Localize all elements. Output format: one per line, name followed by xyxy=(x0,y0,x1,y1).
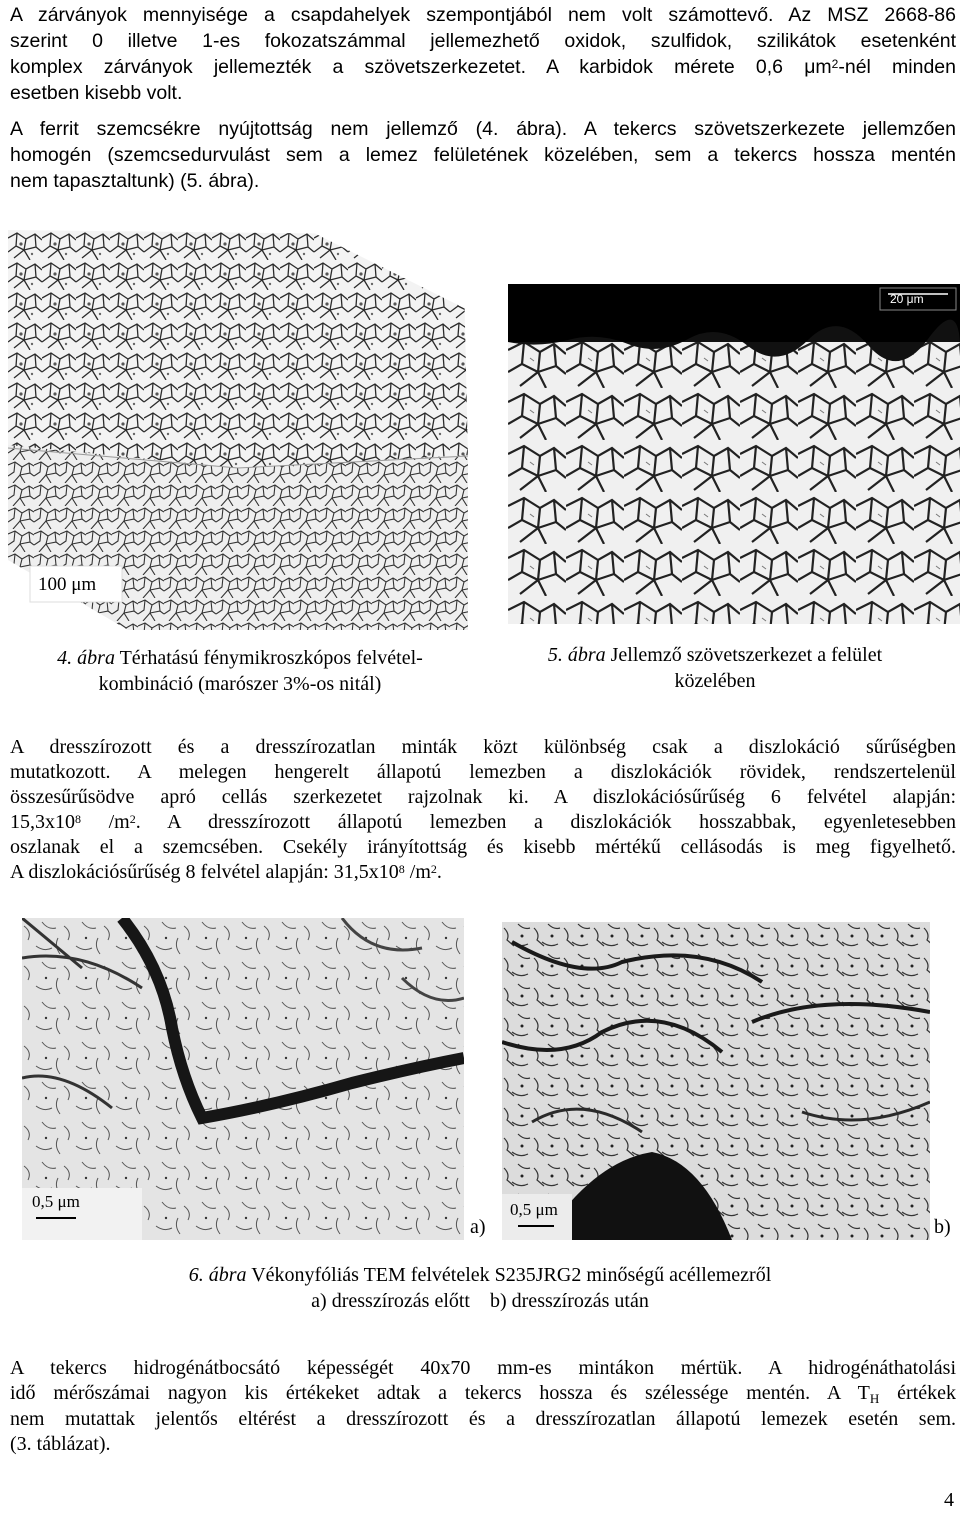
text-line: összesűrűsödve apró cellás szerkezetet rajzolnak ki. A diszlokációsűrűség 6 felvétel alapján: xyxy=(10,786,956,808)
text-line: esetben kisebb volt. xyxy=(10,82,183,104)
text-line: A zárványok mennyisége a csapdahelyek szempontjából nem volt számottevő. Az MSZ 2668-86 xyxy=(10,4,956,26)
text-line: mutatkozott. A melegen hengerelt állapotú lemezben a diszlokációk rövidek, rendszertelenül xyxy=(10,761,956,783)
text-line: nem tapasztaltunk) (5. ábra). xyxy=(10,170,260,192)
figure5-caption-number: 5. ábra xyxy=(547,644,606,666)
text-line: $15,3x10^8$ $/m^2$. A dresszírozott állapotú lemezben a diszlokációk hosszabbak, egyenletesebben xyxy=(10,811,956,833)
text-line: oszlanak el a szemcsében. Csekély irányítottság és kisebb mértékű cellásodás is meg figyelhető. xyxy=(10,836,956,858)
text-line: idő mérőszámai nagyon kis értékeket adtak a tekercs hossza és szélessége mentén. A $T_H$ értékek xyxy=(10,1382,956,1406)
figure6b-label: b) xyxy=(934,1216,951,1238)
figure6-caption: 6. ábra Vékonyfóliás TEM felvételek S235JRG2 minőségű acéllemezről a) dresszírozás előtt b) dresszírozás után xyxy=(188,1264,772,1312)
figure5-caption: 5. ábra Jellemző szövetszerkezet a felület közelében xyxy=(547,644,883,692)
paragraph-dislocations xyxy=(10,735,956,885)
figure5-micrograph xyxy=(508,284,960,624)
figure4-micrograph xyxy=(8,230,468,630)
figure4-caption-number: 4. ábra xyxy=(57,647,115,669)
figure5-scale-label: 20 μm xyxy=(890,292,924,306)
text-line: A dresszírozott és a dresszírozatlan minták közt különbség csak a diszlokáció sűrűségben xyxy=(10,736,956,758)
text-line: (3. táblázat). xyxy=(10,1433,111,1455)
figure4-scale-label: 100 μm xyxy=(38,574,97,595)
paragraph-inclusions xyxy=(10,2,956,106)
text-line: nem mutattak jelentős eltérést a dresszírozott és a dresszírozatlan állapotú lemezek esetén sem. xyxy=(10,1408,956,1430)
figure6a-scale-label: 0,5 μm xyxy=(32,1192,80,1211)
text-line: A ferrit szemcsékre nyújtottság nem jellemző (4. ábra). A tekercs szövetszerkezete jellemzően xyxy=(10,118,956,140)
page-number: 4 xyxy=(944,1489,954,1511)
text-line: A tekercs hidrogénátbocsátó képességét 40x70 mm-es mintákon mértük. A hidrogénáthatolási xyxy=(10,1357,956,1379)
paragraph-hydrogen xyxy=(10,1356,956,1457)
figure6a-label: a) xyxy=(470,1216,486,1238)
paragraph-ferrite xyxy=(10,116,956,194)
figure6a-tem-image xyxy=(22,918,464,1240)
figure6b-scale-label: 0,5 μm xyxy=(510,1200,558,1219)
text-line: A diszlokációsűrűség 8 felvétel alapján: $31,5x10^8$ $/m^2$. xyxy=(10,861,442,883)
figure6-caption-number: 6. ábra xyxy=(188,1264,247,1286)
figure6b-tem-image xyxy=(502,922,930,1240)
text-line: szerint 0 illetve 1-es fokozatszámmal jellemezhető oxidok, szulfidok, szilikátok esetenként xyxy=(10,30,956,52)
text-line: homogén (szemcsedurvulást sem a lemez felületének közelében, sem a tekercs hossza mentén xyxy=(10,144,956,166)
text-line: komplex zárványok jellemezték a szövetszerkezetet. A karbidok mérete 0,6 $\mu m^2$-nél minden xyxy=(10,56,956,78)
figure4-caption: 4. ábra Térhatású fénymikroszkópos felvétel- kombináció (marószer 3%-os nitál) xyxy=(57,647,423,695)
